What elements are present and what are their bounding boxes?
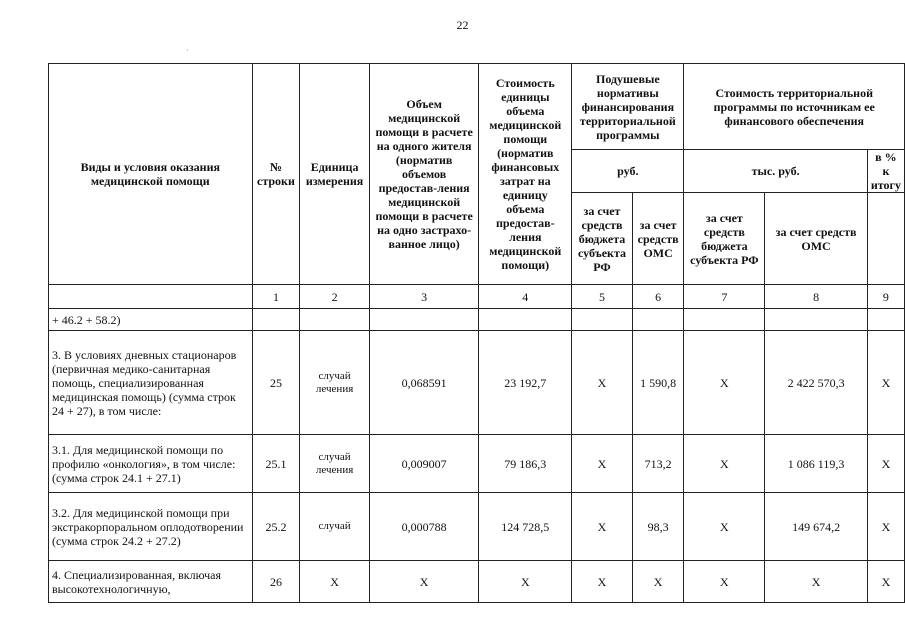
row-per-capita-oms: 1 590,8 xyxy=(632,331,684,435)
row-cost-oms: 1 086 119,3 xyxy=(765,435,868,493)
row-line xyxy=(252,309,300,331)
header-volume: Объем медицинской помощи в расчете на одного жителя (норматив объемов предостав-ления медицинской помощи в расчете на одно застрахо-ванное лицо) xyxy=(369,64,478,285)
row-line: 25.2 xyxy=(252,493,300,561)
header-per-capita-budget: за счет средств бюджета субъекта РФ xyxy=(572,193,633,285)
table-row xyxy=(49,561,905,603)
column-number: 1 xyxy=(252,285,300,309)
header-percent-empty xyxy=(867,193,904,285)
row-cost-oms: 2 422 570,3 xyxy=(765,331,868,435)
row-per-capita-budget: X xyxy=(572,493,633,561)
row-percent xyxy=(867,309,904,331)
row-per-capita-budget: X xyxy=(572,435,633,493)
program-cost-table xyxy=(48,63,905,603)
row-unit xyxy=(300,309,370,331)
header-unit-cost: Стоимость единицы объема медицинской помощи (норматив финансовых затрат на единицу объема предостав-ления медицинской помощи) xyxy=(479,64,572,285)
row-percent: X xyxy=(867,493,904,561)
header-cost-oms: за счет средств ОМС xyxy=(765,193,868,285)
row-line: 26 xyxy=(252,561,300,603)
table-row xyxy=(49,435,905,493)
row-percent: X xyxy=(867,561,904,603)
column-number: 7 xyxy=(684,285,765,309)
row-line: 25 xyxy=(252,331,300,435)
row-per-capita-oms: 713,2 xyxy=(632,435,684,493)
column-number: 2 xyxy=(300,285,370,309)
header-unit-rub: руб. xyxy=(572,150,684,193)
row-name: 3.1. Для медицинской помощи по профилю «онкология», в том числе: (сумма строк 24.1 + 27.1) xyxy=(49,435,253,493)
row-line: 25.1 xyxy=(252,435,300,493)
column-number: 8 xyxy=(765,285,868,309)
row-unit: случай xyxy=(300,493,370,561)
row-percent: X xyxy=(867,331,904,435)
row-per-capita-oms: X xyxy=(632,561,684,603)
row-volume: 0,009007 xyxy=(369,435,478,493)
column-number: 9 xyxy=(867,285,904,309)
column-number: 4 xyxy=(479,285,572,309)
row-cost-budget: X xyxy=(684,331,765,435)
row-name: 4. Специализированная, включая высокотехнологичную, xyxy=(49,561,253,603)
row-cost: 79 186,3 xyxy=(479,435,572,493)
row-volume: 0,068591 xyxy=(369,331,478,435)
table-row xyxy=(49,331,905,435)
row-cost: X xyxy=(479,561,572,603)
row-per-capita-budget xyxy=(572,309,633,331)
row-name: 3.2. Для медицинской помощи при экстракорпоральном оплодотворении (сумма строк 24.2 + 27.2) xyxy=(49,493,253,561)
row-unit: случай лечения xyxy=(300,435,370,493)
row-percent: X xyxy=(867,435,904,493)
scan-speck: · xyxy=(186,46,189,55)
row-cost: 124 728,5 xyxy=(479,493,572,561)
row-per-capita-oms: 98,3 xyxy=(632,493,684,561)
header-per-capita: Подушевые нормативы финансирования территориальной программы xyxy=(572,64,684,150)
row-per-capita-oms xyxy=(632,309,684,331)
row-per-capita-budget: X xyxy=(572,331,633,435)
row-cost-budget: X xyxy=(684,561,765,603)
row-cost: 23 192,7 xyxy=(479,331,572,435)
header-line-number: № строки xyxy=(252,64,300,285)
header-unit: Единица измерения xyxy=(300,64,370,285)
header-cost-by-source: Стоимость территориальной программы по источникам ее финансового обеспечения xyxy=(684,64,905,150)
table-row xyxy=(49,493,905,561)
row-unit: X xyxy=(300,561,370,603)
row-name: + 46.2 + 58.2) xyxy=(49,309,253,331)
row-cost-oms xyxy=(765,309,868,331)
column-number: 3 xyxy=(369,285,478,309)
header-unit-thousand-rub: тыс. руб. xyxy=(684,150,867,193)
row-cost-budget: X xyxy=(684,493,765,561)
header-cost-budget: за счет средств бюджета субъекта РФ xyxy=(684,193,765,285)
table-row xyxy=(49,309,905,331)
header-percent-of-total: в % к итогу xyxy=(867,150,904,193)
row-cost-oms: 149 674,2 xyxy=(765,493,868,561)
row-volume xyxy=(369,309,478,331)
column-number: 6 xyxy=(632,285,684,309)
row-name: 3. В условиях дневных стационаров (первичная медико-санитарная помощь, специализированная медицинская помощь) (сумма строк 24 + 27), в том числе: xyxy=(49,331,253,435)
header-per-capita-oms: за счет средств ОМС xyxy=(632,193,684,285)
column-number-empty xyxy=(49,285,253,309)
row-volume: 0,000788 xyxy=(369,493,478,561)
row-volume: X xyxy=(369,561,478,603)
row-cost-oms: X xyxy=(765,561,868,603)
row-cost xyxy=(479,309,572,331)
row-unit: случай лечения xyxy=(300,331,370,435)
column-number: 5 xyxy=(572,285,633,309)
header-service-type: Виды и условия оказания медицинской помощи xyxy=(49,64,253,285)
row-per-capita-budget: X xyxy=(572,561,633,603)
row-cost-budget xyxy=(684,309,765,331)
page-number: 22 xyxy=(456,18,469,32)
row-cost-budget: X xyxy=(684,435,765,493)
